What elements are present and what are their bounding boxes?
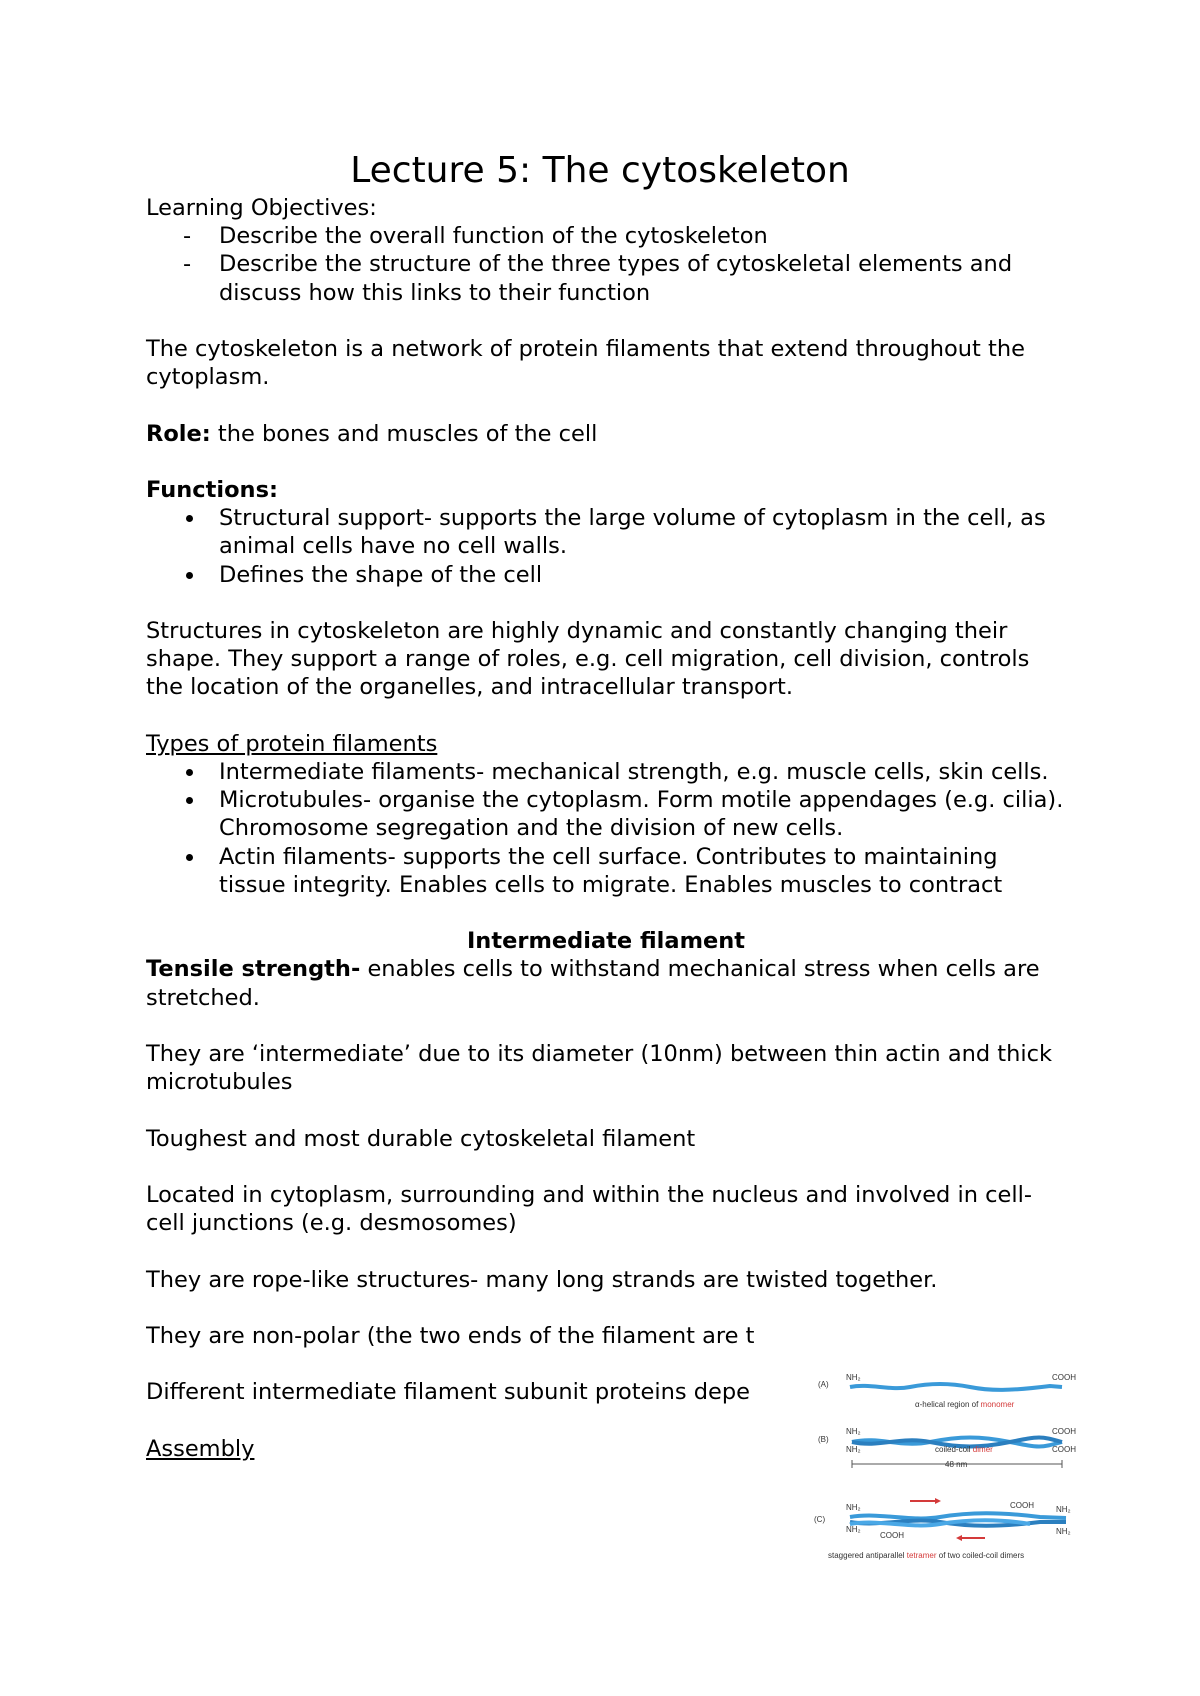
role-paragraph — [146, 420, 1066, 448]
list-item: Structural support- supports the large volume of cytoplasm in the cell, as animal cells have no cell walls. — [146, 504, 1066, 560]
rope-paragraph: They are rope-like structures- many long strands are twisted together. — [146, 1266, 938, 1293]
monomer-strand — [850, 1384, 1062, 1390]
list-item: Defines the shape of the cell — [146, 561, 1066, 589]
functions-heading: Functions: — [146, 476, 278, 503]
panel-c-label: (C) — [814, 1515, 826, 1524]
panel-c-cooh-mid-top: COOH — [1010, 1501, 1034, 1510]
panel-c-nh2-right-bottom: NH₂ — [1056, 1527, 1071, 1536]
nonpolar-paragraph: They are non-polar (the two ends of the filament are t — [146, 1322, 755, 1349]
tensile-label: Tensile strength- — [146, 956, 361, 983]
tensile-text: enables cells to withstand mechanical stress when cells are stretched. — [146, 956, 1040, 1011]
list-item: Actin filaments- supports the cell surface. Contributes to maintaining tissue integrity. Enables cells to migrate. Enables muscles to contract — [146, 843, 1066, 899]
types-list — [146, 758, 1066, 899]
intro-paragraph: The cytoskeleton is a network of protein filaments that extend throughout the cytoplasm. — [146, 336, 1025, 391]
assembly-heading: Assembly — [146, 1435, 255, 1462]
panel-a-label: (A) — [818, 1380, 829, 1389]
tensile-paragraph — [146, 955, 1066, 1011]
intermediate-heading: Intermediate filament — [466, 928, 746, 955]
panel-b-cooh-top: COOH — [1052, 1427, 1076, 1436]
panel-c-nh2-left-top: NH₂ — [846, 1503, 861, 1512]
objectives-list — [146, 222, 1066, 307]
tetramer-strand-1 — [850, 1513, 1066, 1518]
panel-b-length: 48 nm — [945, 1460, 968, 1469]
durable-paragraph: Toughest and most durable cytoskeletal filament — [146, 1125, 696, 1152]
panel-b-caption: coiled-coil dimer — [935, 1445, 993, 1454]
list-item: Intermediate filaments- mechanical strength, e.g. muscle cells, skin cells. — [146, 758, 1066, 786]
panel-b-label: (B) — [818, 1435, 829, 1444]
panel-c-cooh-mid-bottom: COOH — [880, 1531, 904, 1540]
diameter-paragraph: They are ‘intermediate’ due to its diameter (10nm) between thin actin and thick microtubules — [146, 1040, 1053, 1096]
objectives-heading: Learning Objectives: — [146, 195, 377, 221]
list-item: - Describe the overall function of the cytoskeleton — [146, 222, 1066, 250]
panel-b-nh2-bottom: NH₂ — [846, 1445, 861, 1454]
panel-b-cooh-bottom: COOH — [1052, 1445, 1076, 1454]
panel-c-caption: staggered antiparallel tetramer of two coiled-coil dimers — [828, 1551, 1025, 1560]
role-label: Role: — [146, 420, 211, 447]
panel-a-nh2: NH₂ — [846, 1373, 861, 1382]
functions-list — [146, 504, 1066, 589]
panel-c-nh2-right-top: NH₂ — [1056, 1505, 1071, 1514]
types-heading: Types of protein filaments — [146, 730, 438, 757]
location-paragraph: Located in cytoplasm, surrounding and within the nucleus and involved in cell-cell junctions (e.g. desmosomes) — [146, 1181, 1032, 1237]
dynamic-paragraph: Structures in cytoskeleton are highly dynamic and constantly changing their shape. They support a range of roles, e.g. cell migration, cell division, controls the location of the organelles, and intracellular transport. — [146, 617, 1030, 701]
panel-c-nh2-left-bottom: NH₂ — [846, 1525, 861, 1534]
list-item: Microtubules- organise the cytoplasm. Form motile appendages (e.g. cilia). Chromosome segregation and the division of new cells. — [146, 786, 1066, 842]
panel-b-nh2-top: NH₂ — [846, 1427, 861, 1436]
intermediate-filament-assembly-figure — [810, 1372, 1080, 1568]
subunit-paragraph: Different intermediate filament subunit proteins depe — [146, 1379, 751, 1406]
page-title: Lecture 5: The cytoskeleton — [350, 150, 850, 191]
panel-a-cooh: COOH — [1052, 1373, 1076, 1382]
role-text: the bones and muscles of the cell — [210, 420, 598, 447]
panel-a-caption: α-helical region of monomer — [915, 1400, 1015, 1409]
document-body — [146, 148, 1066, 1463]
list-item: - Describe the structure of the three types of cytoskeletal elements and discuss how this links to their function — [146, 250, 1066, 306]
